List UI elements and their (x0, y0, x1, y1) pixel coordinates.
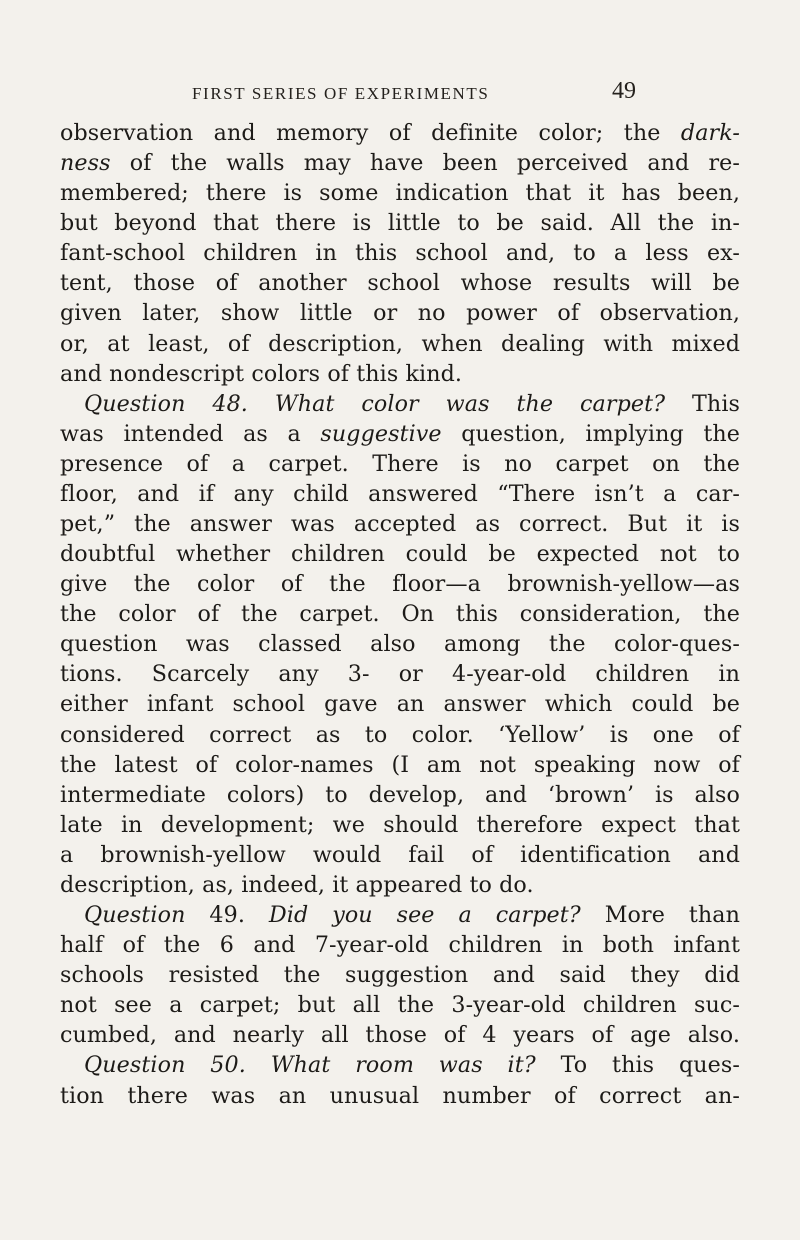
text-line (60, 118, 740, 148)
text-line (60, 870, 740, 900)
text-line (60, 419, 740, 449)
text-segment: not see a carpet; but all the 3-year-old children suc- (60, 992, 740, 1019)
text-segment: was intended as a (60, 420, 321, 447)
text-line (60, 238, 740, 268)
text-line (60, 599, 740, 629)
text-segment: fant-school children in this school and, to a less ex- (60, 240, 740, 267)
text-segment: considered correct as to color. ‘Yellow’ is one of (60, 721, 740, 748)
text-line (60, 148, 740, 178)
text-segment: or, at least, of description, when dealing with mixed (60, 330, 740, 357)
text-line (60, 479, 740, 509)
text-line (60, 569, 740, 599)
text-line (60, 750, 740, 780)
text-segment: half of the 6 and 7-year-old children in both infant (60, 932, 740, 959)
text-line (60, 990, 740, 1020)
text-line (60, 359, 740, 389)
text-segment: either infant school gave an answer which could be (60, 691, 740, 718)
text-line (60, 720, 740, 750)
text-line (60, 329, 740, 359)
text-segment: cumbed, and nearly all those of 4 years of age also. (60, 1022, 740, 1049)
text-segment: description, as, indeed, it appeared to do. (60, 871, 534, 898)
text-line (60, 539, 740, 569)
text-segment: floor, and if any child answered “There isn’t a car- (60, 480, 740, 507)
text-segment: and nondescript colors of this kind. (60, 360, 463, 387)
text-segment: intermediate colors) to develop, and ‘brown’ is also (60, 781, 740, 808)
text-segment: late in development; we should therefore expect that (60, 811, 740, 838)
text-line (60, 960, 740, 990)
text-segment: membered; there is some indication that it has been, (60, 180, 740, 207)
text-line (60, 208, 740, 238)
text-line (60, 509, 740, 539)
text-segment: given later, show little or no power of observation, (60, 300, 740, 327)
text-segment: question was classed also among the color-ques- (60, 631, 740, 658)
text-segment: presence of a carpet. There is no carpet on the (60, 450, 740, 477)
text-segment: the latest of color-names (I am not speaking now of (60, 751, 740, 778)
text-line (60, 178, 740, 208)
text-segment: the color of the carpet. On this consideration, the (60, 601, 740, 628)
text-segment: To this ques- (535, 1052, 740, 1079)
text-line (60, 449, 740, 479)
italic-text: Question 48. What color was the carpet? (84, 390, 666, 417)
text-segment: doubtful whether children could be expected not to (60, 541, 740, 568)
text-line (60, 900, 740, 930)
text-line (60, 268, 740, 298)
text-segment: question, implying the (441, 420, 740, 447)
text-line (60, 689, 740, 719)
running-title: FIRST SERIES OF EXPERIMENTS (192, 84, 490, 103)
text-line (60, 780, 740, 810)
page-number: 49 (612, 78, 636, 104)
text-segment: tion there was an unusual number of correct an- (60, 1082, 740, 1109)
text-line (60, 298, 740, 328)
text-segment: tions. Scarcely any 3- or 4-year-old children in (60, 661, 740, 688)
text-line (60, 389, 740, 419)
text-segment: tent, those of another school whose results will be (60, 270, 740, 297)
italic-text: Question 50. What room was it? (84, 1052, 536, 1079)
text-segment: schools resisted the suggestion and said they did (60, 962, 740, 989)
text-line (60, 629, 740, 659)
italic-text: suggestive (320, 420, 442, 447)
running-head (0, 78, 800, 108)
text-line (60, 1050, 740, 1080)
italic-text: dark- (680, 120, 740, 146)
text-line (60, 1081, 740, 1111)
text-segment: of the walls may have been perceived and re- (110, 150, 740, 177)
body-text (60, 118, 740, 1111)
italic-text: Did you see a carpet? (268, 902, 581, 929)
text-segment: observation and memory of definite color; the (60, 120, 681, 146)
text-segment: pet,” the answer was accepted as correct. But it is (60, 511, 740, 538)
text-segment: 49. (185, 902, 269, 929)
text-segment: give the color of the floor—a brownish-yellow—as (60, 571, 740, 598)
text-line (60, 840, 740, 870)
text-segment: but beyond that there is little to be said. All the in- (60, 210, 740, 237)
italic-text: Question (84, 902, 186, 929)
text-segment: This (665, 390, 741, 417)
text-line (60, 930, 740, 960)
text-segment: a brownish-yellow would fail of identification and (60, 841, 740, 868)
text-line (60, 810, 740, 840)
text-line (60, 1020, 740, 1050)
text-line (60, 659, 740, 689)
text-segment: More than (580, 902, 740, 929)
italic-text: ness (60, 150, 111, 177)
